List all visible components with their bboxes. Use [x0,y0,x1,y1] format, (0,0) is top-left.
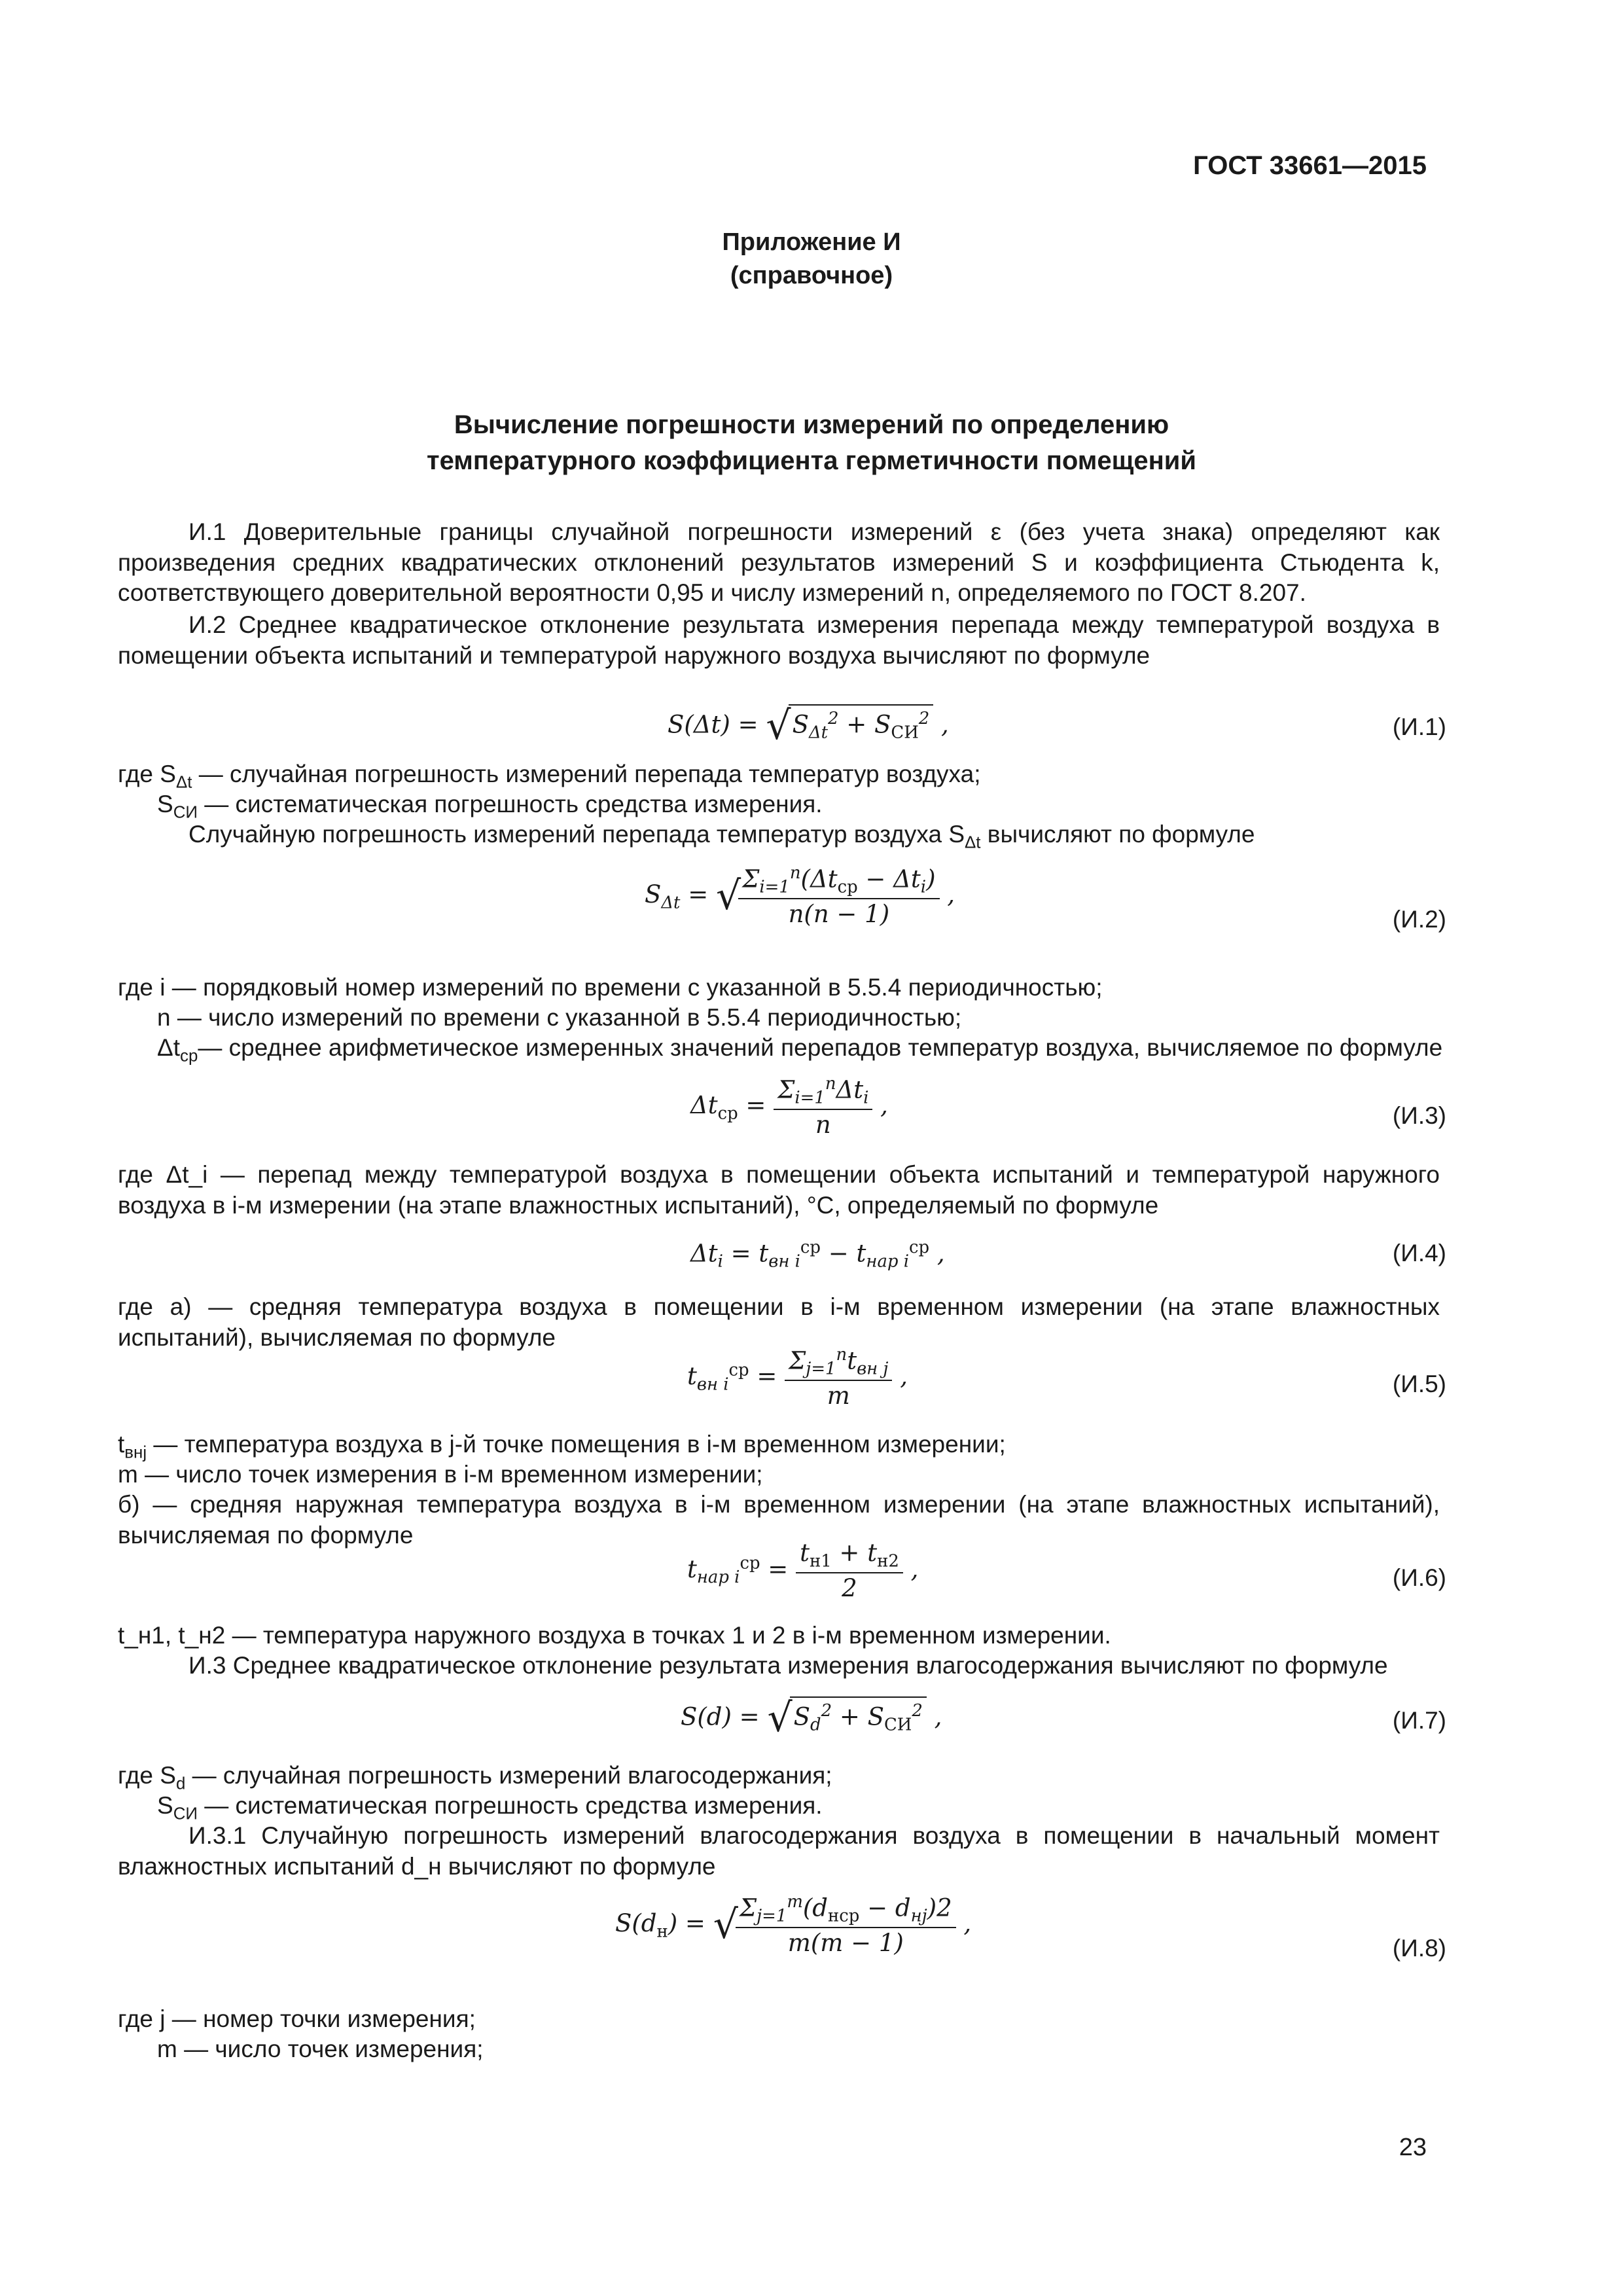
appendix-heading [0,226,1623,293]
where-ssi-2-sub: СИ [173,1804,198,1823]
formula-i3: $\Delta t_{ср}$ = $\frac{\Sigma_{i=1}^n\Delta t_i}{n}$ , [690,1074,888,1139]
page-number: 23 [1399,2134,1427,2161]
paragraph-dti: где Δt_i — перепад между температурой воздуха в помещении объекта испытаний и температурой наружного воздуха в i-м измерении (на этапе влажностных испытаний), °С, определяемый по формуле [118,1161,1440,1219]
equation-number-8: (И.8) [1392,1935,1446,1962]
where-dtcp-sub: ср [180,1047,198,1066]
where-sd-symbol: где S [118,1762,176,1789]
paragraph-i2: И.2 Среднее квадратическое отклонение результата измерения перепада между температурой воздуха в помещении объекта испытаний и температурой наружного воздуха вычисляют по формуле [118,611,1440,669]
paragraph-item-a: где а) — средняя температура воздуха в помещении в i-м временном измерении (на этапе влажностных испытаний), вычисляемая по формуле [118,1293,1440,1351]
where-m-2-symbol: m [157,2036,177,2062]
appendix-type: (справочное) [730,262,893,290]
where-tvnj-sub: внj [124,1443,147,1462]
where-dtcp-text: — среднее арифметическое измеренных значений перепадов температур воздуха, вычисляемое по формуле [198,1034,1443,1061]
equation-number-7: (И.7) [1392,1707,1446,1734]
where-sd-text: — случайная погрешность измерений влагосодержания; [185,1762,832,1789]
where-ssi-symbol: S [157,791,173,817]
where-tvnj-text: — температура воздуха в j-й точке помещения в i-м временном измерении; [147,1431,1006,1458]
paragraph-i1: И.1 Доверительные границы случайной погрешности измерений ε (без учета знака) определяют как произведения средних квадратических отклонений результатов измерений S и коэффициента Стьюдента k, соответствующего доверительной вероятности 0,95 и числу измерений n, определяемого по ГОСТ 8.207. [118,518,1440,607]
equation-number-5: (И.5) [1392,1371,1446,1397]
formula-i5: $t_{вн i}^{ср}$ = $\frac{\Sigma_{j=1}^nt_{вн j}}{m}$ , [687,1345,908,1410]
formula-i1: $S(\Delta t) = √S_{\Delta t}^2 + S_{СИ}^2$ , [668,703,949,749]
equation-number-3: (И.3) [1392,1102,1446,1129]
where-dtcp-symbol: Δt [157,1034,180,1061]
where-sdt-text: — случайная погрешность измерений перепада температур воздуха; [192,761,981,787]
paragraph-i31: И.3.1 Случайную погрешность измерений влагосодержания воздуха в помещении в начальный момент влажностных испытаний d_н вычисляют по формуле [118,1822,1440,1880]
where-sd [118,1761,832,1795]
where-i-text: — порядковый номер измерений по времени с указанной в 5.5.4 периодичностью; [165,974,1103,1001]
section-title-line2: температурного коэффициента герметичности помещений [427,446,1196,476]
where-ssi-2 [157,1791,823,1825]
where-tn1-tn2: t_н1, t_н2 — температура наружного воздуха в точках 1 и 2 в i-м временном измерении. [118,1622,1111,1649]
formula-i4: $\Delta t_i = t_{вн i}^{ср} - t_{нар i}^{ср}$ , [690,1238,945,1272]
where-m: m — число точек измерения в i-м временном измерении; [118,1461,763,1488]
equation-number-4: (И.4) [1392,1240,1446,1266]
formula-i6: $t_{нар i}^{ср}$ = $\frac{t_{н1} + t_{н2}}{2}$ , [687,1539,919,1603]
where-n-symbol: n [157,1004,171,1031]
where-m-2 [157,2034,484,2065]
where-tvnj [118,1429,1006,1463]
where-sd-sub: d [175,1774,186,1793]
where-sdt-symbol: где S [118,761,176,787]
where-i [118,973,1103,1003]
formula-i8: $S(d_н)$ = √ $\frac{\Sigma_{j=1}^m(d_{нср} - d_{нj})2}{m(m - 1)}$ , [615,1892,972,1958]
where-ssi-text: — систематическая погрешность средства измерения. [198,791,823,817]
paragraph-sdt-intro [188,819,1255,853]
equation-number-2: (И.2) [1392,906,1446,933]
document-code: ГОСТ 33661—2015 [1193,151,1427,180]
where-i-symbol: где i [118,974,166,1001]
paragraph-i3: И.3 Среднее квадратическое отклонение результата измерения влагосодержания вычисляют по формуле [188,1652,1388,1679]
where-j-symbol: где j [118,2005,166,2032]
equation-number-1: (И.1) [1392,713,1446,740]
where-sdt [118,759,981,793]
where-j [118,2004,476,2035]
where-sdt-sub: Δt [175,773,192,792]
where-n-text: — число измерений по времени с указанной в 5.5.4 периодичностью; [170,1004,962,1031]
sdt-intro-sub: Δt [965,833,981,852]
where-n [157,1003,961,1033]
sdt-intro-text: Случайную погрешность измерений перепада температур воздуха S [188,821,965,848]
where-tvnj-symbol: t [118,1431,125,1458]
section-title [0,407,1623,479]
formula-i7: $S(d) = √S_d^2 + S_{СИ}^2$ , [681,1695,942,1741]
where-ssi-2-text: — систематическая погрешность средства измерения. [198,1792,823,1819]
equation-number-6: (И.6) [1392,1564,1446,1591]
where-ssi-2-symbol: S [157,1792,173,1819]
where-j-text: — номер точки измерения; [165,2005,476,2032]
section-title-line1: Вычисление погрешности измерений по определению [454,410,1169,439]
where-m-2-text: — число точек измерения; [177,2036,484,2062]
where-ssi-sub: СИ [173,803,198,822]
sdt-intro-tail: вычисляют по формуле [980,821,1255,848]
paragraph-item-b: б) — средняя наружная температура воздуха в i-м временном измерении (на этапе влажностных испытаний), вычисляемая по формуле [118,1491,1440,1549]
where-dtcp [157,1033,1442,1067]
appendix-title: Приложение И [722,228,901,256]
formula-i2: $S_{\Delta t}$ = √ $\frac{\Sigma_{i=1}^n(\Delta t_{ср} - \Delta t_i)}{n(n - 1)}$ , [645,863,955,929]
where-ssi [157,789,823,823]
